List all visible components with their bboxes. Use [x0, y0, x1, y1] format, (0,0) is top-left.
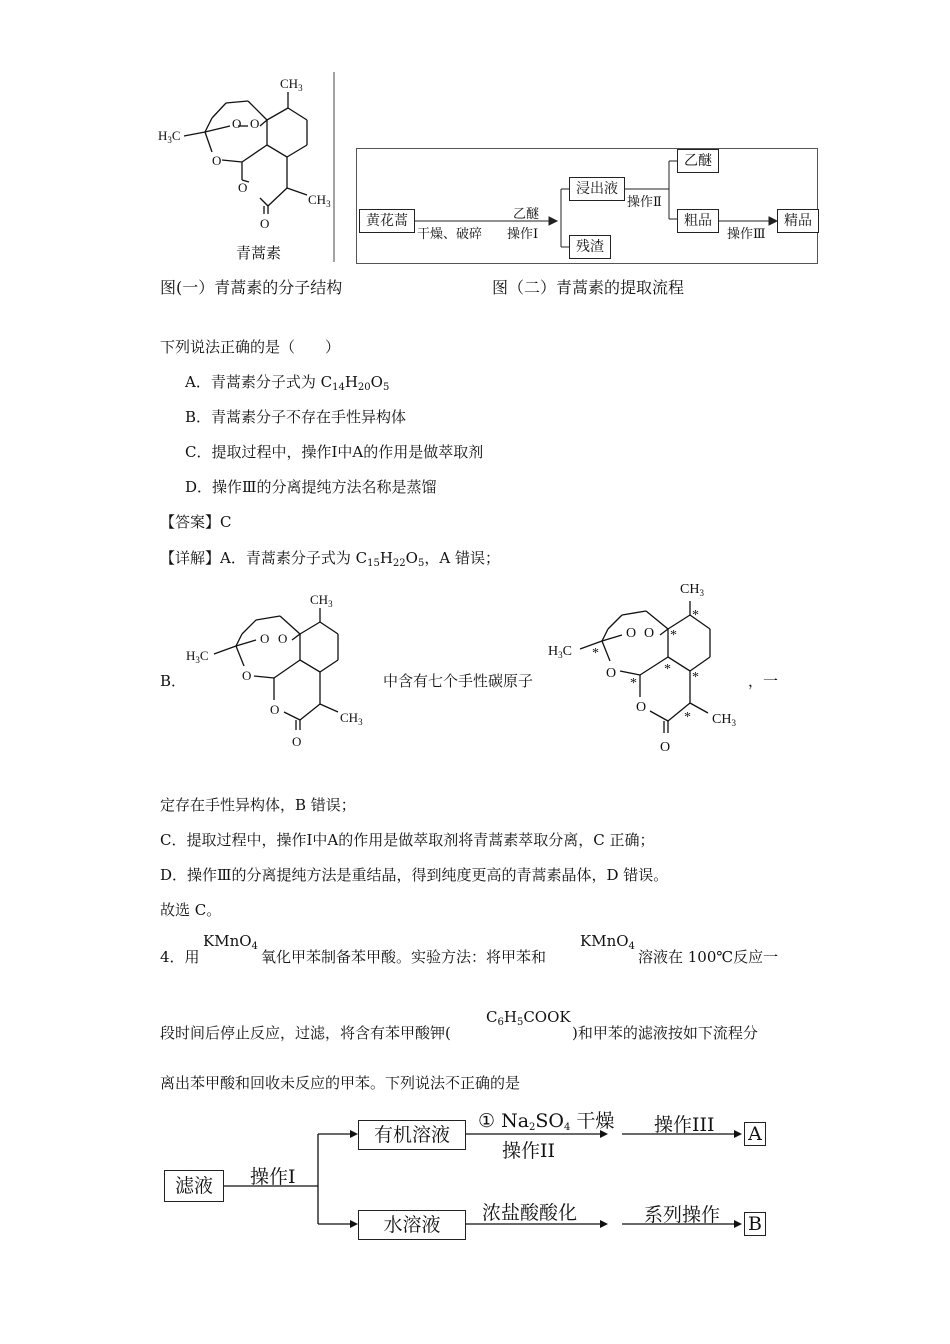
svg-text:O: O: [292, 734, 302, 749]
q3-option-a: A．青蒿素分子式为 $C_{14}H_{20}O_5$: [185, 373, 390, 393]
molecule-name: 青蒿素: [236, 246, 282, 262]
svg-text:O: O: [270, 702, 280, 717]
q4-label-op1: 操作I: [250, 1166, 296, 1188]
q4-kmno4-1: KMnO$_4$: [203, 932, 258, 952]
q4-line3: 离出苯甲酸和回收未反应的甲苯。下列说法不正确的是: [160, 1074, 521, 1092]
flow-box-crude: 粗品: [677, 209, 719, 233]
flow-label-op2: 操作Ⅱ: [627, 195, 662, 210]
q4-box-a: A: [744, 1122, 766, 1146]
q4-line2-a: 段时间后停止反应，过滤，将含有苯甲酸钾(: [160, 1024, 451, 1042]
q4-label-op3: 操作III: [654, 1114, 715, 1136]
svg-text:O: O: [250, 116, 260, 131]
q3-conclusion: 故选 C。: [160, 901, 222, 919]
figure2-panel: [356, 148, 818, 264]
artemisinin-structure-small: [180, 588, 380, 758]
artemisinin-structure-chiral: [540, 575, 750, 760]
svg-text:CH3: $CH_3$: [308, 192, 331, 209]
svg-text:CH3: $CH_3$: [280, 76, 303, 93]
svg-text:CH3: $CH_3$: [680, 582, 704, 598]
q4-line1-c: 溶液在 100℃反应一: [638, 948, 779, 966]
chiral-star: *: [670, 628, 677, 643]
figure1-caption: 图(一）青蒿素的分子结构: [160, 278, 343, 297]
artemisinin-structure-diagram: [150, 70, 336, 266]
flow-box-residue: 残渣: [569, 235, 611, 259]
q3-option-d: D．操作Ⅲ的分离提纯方法名称是蒸馏: [185, 478, 437, 496]
structure-chiral: [540, 575, 750, 760]
q3-detail-b-mid: 中含有七个手性碳原子: [383, 672, 534, 690]
figure2-caption: 图（二）青蒿素的提取流程: [492, 278, 685, 297]
ch3-right-label: CH: [308, 192, 327, 207]
q3-detail-b-label: B．: [160, 672, 187, 690]
q3-option-c: C．提取过程中，操作Ⅰ中A的作用是做萃取剂: [185, 443, 484, 461]
svg-text:O: O: [626, 626, 637, 641]
ch3-label: CH: [280, 76, 299, 91]
chiral-star: *: [692, 670, 699, 685]
q3-detail-a: 【详解】A．青蒿素分子式为 $C_{15}H_{22}O_5$，A 错误；: [160, 549, 500, 569]
q4-box-aqueous: 水溶液: [358, 1210, 466, 1240]
q3-detail-b-tail: ，一: [748, 672, 779, 690]
q4-c6h5cook: $C_6H_5COOK$: [486, 1008, 571, 1028]
svg-text:H3C: $H_3C$: [548, 644, 572, 660]
flow-box-leach: 浸出液: [569, 177, 625, 201]
chiral-star: *: [684, 710, 691, 725]
svg-text:O: O: [238, 180, 248, 195]
svg-text:O: O: [242, 668, 252, 683]
svg-text:CH3: $CH_3$: [310, 592, 333, 609]
svg-text:O: O: [260, 631, 270, 646]
q3-option-b: B．青蒿素分子不存在手性异构体: [185, 408, 407, 426]
svg-text:O: O: [636, 700, 647, 715]
q4-label-dry: ① $Na_2SO_4$ 干燥: [478, 1110, 615, 1133]
q3-detail-d: D．操作Ⅲ的分离提纯方法是重结晶，得到纯度更高的青蒿素晶体，D 错误。: [160, 866, 669, 884]
chiral-star: *: [692, 608, 699, 623]
q4-label-series: 系列操作: [644, 1204, 721, 1226]
q4-line1-b: 氧化甲苯制备苯甲酸。实验方法：将甲苯和: [261, 948, 547, 966]
flow-label-op1: 操作Ⅰ: [507, 227, 539, 242]
flow-label-solvent: 乙醚: [513, 207, 540, 222]
svg-text:H3C: $H_3C$: [186, 648, 209, 665]
q3-stem: 下列说法正确的是（ ）: [160, 338, 341, 356]
q4-label-op2: 操作II: [502, 1140, 556, 1162]
flow-label-dry: 干燥、破碎: [417, 227, 483, 242]
svg-text:O: O: [644, 626, 655, 641]
svg-text:O: O: [278, 631, 288, 646]
svg-text:O: O: [212, 153, 222, 168]
svg-text:H3C: $H_3C$: [158, 128, 181, 145]
q3-answer: 【答案】C: [160, 513, 232, 531]
q3-detail-c: C．提取过程中，操作Ⅰ中A的作用是做萃取剂将青蒿素萃取分离，C 正确；: [160, 831, 655, 849]
svg-text:CH3: $CH_3$: [340, 710, 363, 727]
q3-detail-b-cont: 定存在手性异构体，B 错误；: [160, 796, 356, 814]
q4-box-b: B: [744, 1212, 766, 1236]
chiral-star: *: [630, 676, 637, 691]
figure1-panel: [150, 70, 336, 266]
svg-text:CH3: $CH_3$: [712, 712, 736, 728]
flow-box-ether: 乙醚: [677, 149, 719, 173]
q4-kmno4-2: KMnO$_4$: [580, 932, 635, 952]
structure-plain: [180, 588, 380, 758]
q4-box-organic: 有机溶液: [358, 1120, 466, 1150]
q4-label-acidify: 浓盐酸酸化: [482, 1202, 578, 1224]
svg-text:O: O: [260, 216, 270, 231]
chiral-star: *: [664, 662, 671, 677]
h3c-label: H: [158, 128, 168, 143]
q4-line2-b: )和甲苯的滤液按如下流程分: [572, 1024, 758, 1042]
q4-line1-a: 4．用: [160, 948, 200, 966]
chiral-star: *: [592, 646, 599, 661]
q4-box-filtrate: 滤液: [164, 1170, 224, 1202]
svg-text:O: O: [232, 116, 242, 131]
svg-text:O: O: [660, 740, 671, 755]
q4-flow-diagram: [160, 1100, 780, 1250]
svg-text:O: O: [606, 666, 617, 681]
flow-box-product: 精品: [777, 209, 819, 233]
flow-box-start: 黄花蒿: [359, 209, 415, 233]
flow-label-op3: 操作Ⅲ: [727, 227, 766, 242]
